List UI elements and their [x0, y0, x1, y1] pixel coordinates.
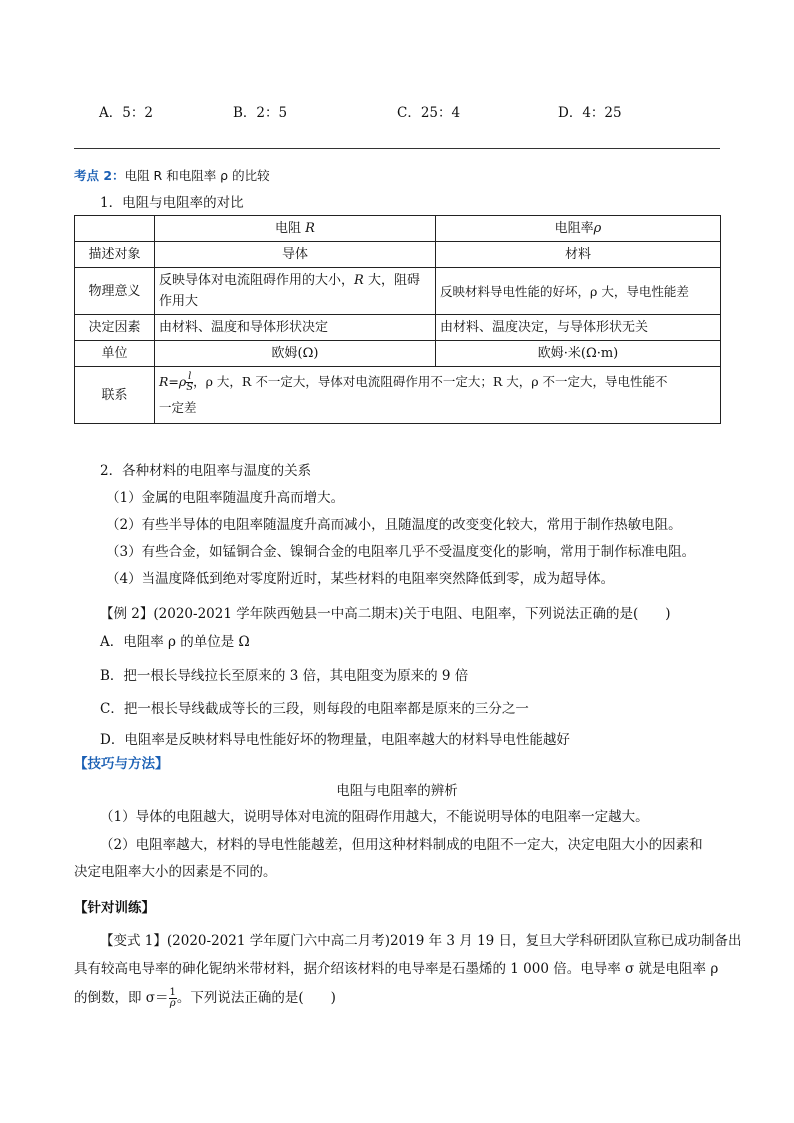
tips-p2: （2）电阻率越大，材料的导电性能越差，但用这种材料制成的电阻不一定大，决定电阻大小的因素和	[100, 837, 703, 853]
option-c: C．25：4	[397, 105, 461, 121]
section-divider	[74, 148, 720, 149]
row-key: 联系	[75, 367, 155, 424]
row-resistivity: 欧姆·米(Ω·m)	[436, 341, 721, 367]
training-label: 【针对训练】	[74, 900, 155, 916]
section-label: 考点 2：	[74, 168, 125, 183]
training-line-2: 具有较高电导率的砷化铌纳米带材料，据介绍该材料的电导率是石墨烯的 1 000 倍。电导率 σ 就是电阻率 ρ	[74, 961, 719, 977]
relation-text: ，ρ 大，R 不一定大，导体对电流阻碍作用不一定大；R 大，ρ 不一定大，导电性能不	[193, 374, 668, 389]
row-key: 单位	[75, 341, 155, 367]
relation-text-cont: 一定差	[159, 400, 197, 415]
row-key: 物理意义	[75, 268, 155, 315]
row-resistance: 由材料、温度和导体形状决定	[155, 315, 436, 341]
formula-lhs: R	[159, 374, 169, 389]
row-resistivity: 由材料、温度决定，与导体形状无关	[436, 315, 721, 341]
example-stem: 【例 2】(2020-2021 学年陕西勉县一中高二期末)关于电阻、电阻率，下列说法正确的是( )	[100, 606, 671, 622]
row-key: 描述对象	[75, 242, 155, 268]
section-heading	[74, 166, 270, 184]
sigma-fraction: $\frac{1}{\rho}$	[169, 987, 176, 1009]
temp-item: （3）有些合金，如锰铜合金、镍铜合金的电阻率几乎不受温度变化的影响，常用于制作标准电阻。	[106, 544, 696, 560]
option-d: D．4：25	[558, 105, 622, 121]
row-key: 决定因素	[75, 315, 155, 341]
header-resistivity: 电阻率ρ	[436, 216, 721, 242]
tips-label: 【技巧与方法】	[74, 756, 169, 772]
formula-eq: =ρ	[168, 374, 187, 389]
training-line-3: 的倒数，即 σ＝ $\frac{1}{\rho}$ 。下列说法正确的是( )	[74, 987, 336, 1009]
relation-content	[155, 367, 721, 424]
table-row	[75, 268, 721, 315]
formula-fraction: $\frac{l}{S}$	[186, 371, 194, 393]
table-header-row	[75, 216, 721, 242]
example-choice-d: D．电阻率是反映材料导电性能好坏的物理量，电阻率越大的材料导电性能越好	[100, 732, 570, 748]
section-title: 电阻 R 和电阻率 ρ 的比较	[124, 168, 270, 183]
temperature-heading: 2．各种材料的电阻率与温度的关系	[100, 463, 312, 479]
temp-item: （2）有些半导体的电阻率随温度升高而减小，且随温度的改变变化较大，常用于制作热敏电阻。	[106, 517, 682, 533]
option-b: B．2：5	[233, 105, 288, 121]
temp-item: （4）当温度降低到绝对零度附近时，某些材料的电阻率突然降低到零，成为超导体。	[106, 571, 615, 587]
row-resistance: 欧姆(Ω)	[155, 341, 436, 367]
row-resistance: 反映导体对电流阻碍作用的大小，R 大，阻碍作用大	[155, 268, 436, 315]
table-corner	[75, 216, 155, 242]
example-choice-c: C．把一根长导线截成等长的三段，则每段的电阻率都是原来的三分之一	[100, 701, 529, 717]
tips-p2-cont: 决定电阻率大小的因素是不同的。	[74, 864, 277, 880]
row-resistivity: 反映材料导电性能的好坏，ρ 大，导电性能差	[436, 268, 721, 315]
comparison-table	[74, 215, 721, 424]
row-resistance: 导体	[155, 242, 436, 268]
option-a: A．5：2	[99, 105, 153, 121]
table-row	[75, 341, 721, 367]
table-row-relation	[75, 367, 721, 424]
temp-item: （1）金属的电阻率随温度升高而增大。	[106, 490, 345, 506]
table-row	[75, 315, 721, 341]
training-line-1: 【变式 1】(2020-2021 学年厦门六中高二月考)2019 年 3 月 19 日，复旦大学科研团队宣称已成功制备出	[100, 933, 742, 949]
comparison-heading: 1．电阻与电阻率的对比	[100, 195, 244, 211]
tips-p1: （1）导体的电阻越大，说明导体对电流的阻碍作用越大，不能说明导体的电阻率一定越大。	[100, 809, 649, 825]
example-choice-a: A．电阻率 ρ 的单位是 Ω	[100, 634, 250, 650]
tips-title: 电阻与电阻率的辨析	[336, 783, 458, 799]
example-choice-b: B．把一根长导线拉长至原来的 3 倍，其电阻变为原来的 9 倍	[100, 668, 469, 684]
answer-options	[0, 101, 794, 121]
header-resistance: 电阻 R	[155, 216, 436, 242]
table-row	[75, 242, 721, 268]
row-resistivity: 材料	[436, 242, 721, 268]
